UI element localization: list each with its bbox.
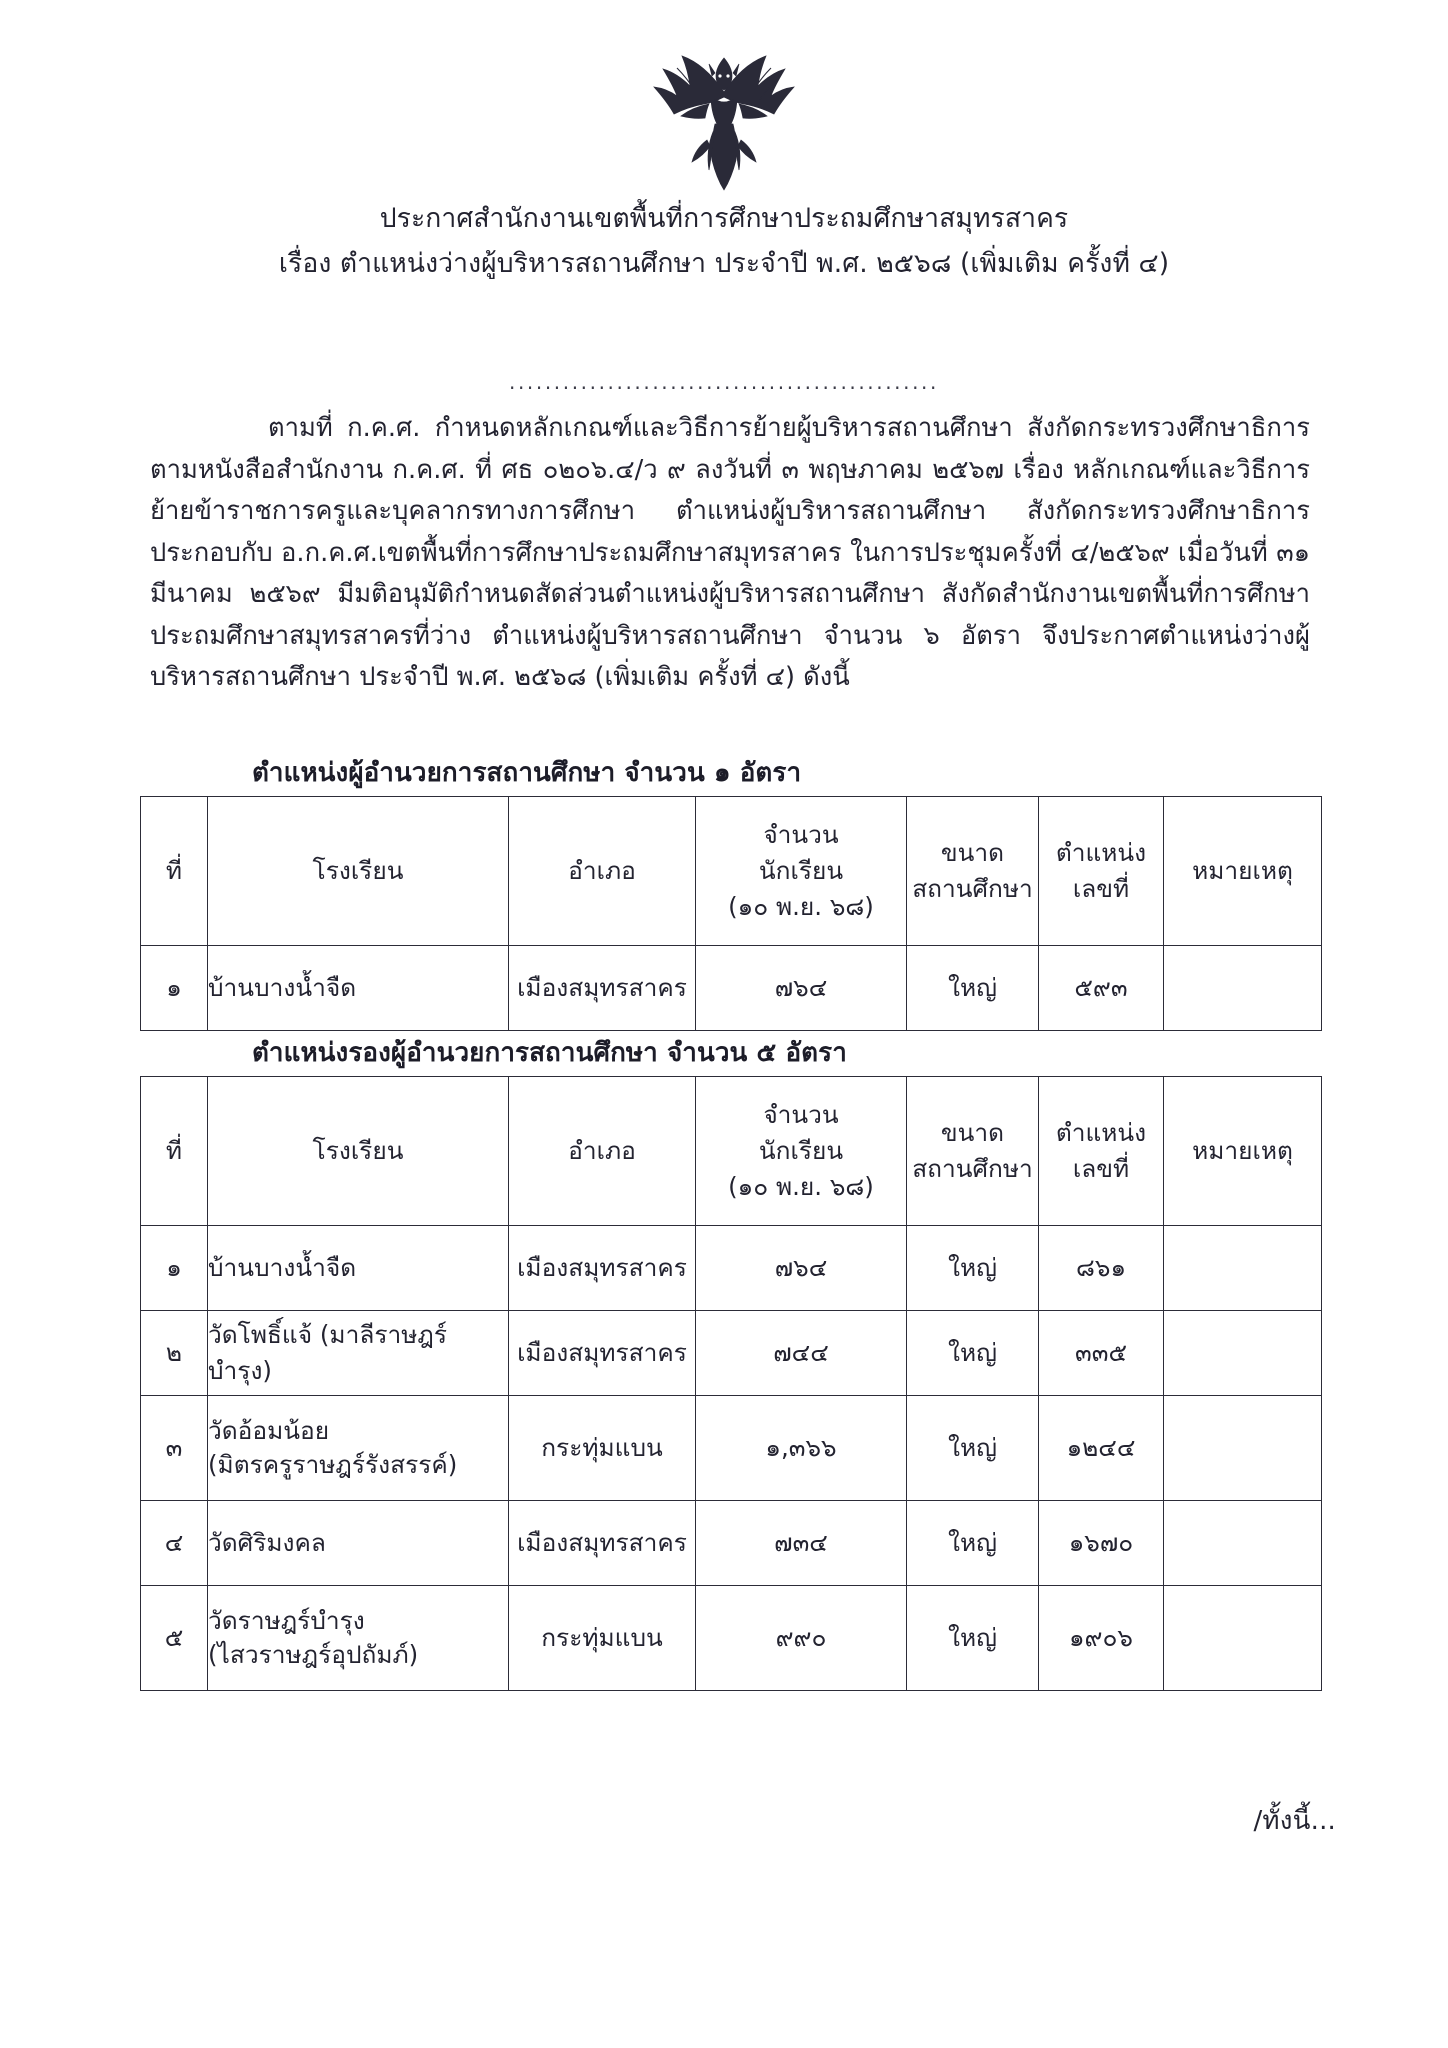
garuda-emblem xyxy=(649,48,799,196)
cell-school: วัดศิริมงคล xyxy=(208,1501,509,1586)
cell-student-count: ๗๖๔ xyxy=(696,1226,907,1311)
col-header-note: หมายเหตุ xyxy=(1164,1077,1322,1226)
col-header-position-number-line1: ตำแหน่ง xyxy=(1055,838,1147,867)
table-row xyxy=(141,1396,1322,1501)
table-body xyxy=(141,946,1322,1031)
cell-amphoe: เมืองสมุทรสาคร xyxy=(509,1501,696,1586)
cell-student-count: ๗๔๔ xyxy=(696,1311,907,1396)
cell-amphoe: กระทุ่มแบน xyxy=(509,1396,696,1501)
cell-school-size: ใหญ่ xyxy=(907,1396,1039,1501)
cell-position-number: ๑๙๐๖ xyxy=(1039,1586,1164,1691)
table-row xyxy=(141,946,1322,1031)
table-row xyxy=(141,1586,1322,1691)
col-header-school: โรงเรียน xyxy=(208,1077,509,1226)
cell-school-size: ใหญ่ xyxy=(907,946,1039,1031)
cell-note xyxy=(1164,1226,1322,1311)
cell-school: บ้านบางน้ำจืด xyxy=(208,946,509,1031)
table-header-row xyxy=(141,1077,1322,1226)
col-header-amphoe: อำเภอ xyxy=(509,797,696,946)
cell-school xyxy=(208,1396,509,1501)
vacancy-table-deputy-director xyxy=(140,1076,1322,1691)
table-row xyxy=(141,1501,1322,1586)
col-header-position-number xyxy=(1039,1077,1164,1226)
col-header-school-size-line2: สถานศึกษา xyxy=(912,874,1033,903)
col-header-school-size-line1: ขนาด xyxy=(940,1118,1005,1147)
cell-no: ๑ xyxy=(141,946,208,1031)
cell-note xyxy=(1164,1586,1322,1691)
col-header-position-number-line2: เลขที่ xyxy=(1072,874,1130,903)
body-block xyxy=(150,408,1310,699)
cell-school xyxy=(208,1586,509,1691)
cell-note xyxy=(1164,1311,1322,1396)
cell-no: ๕ xyxy=(141,1586,208,1691)
table-header xyxy=(141,797,1322,946)
col-header-position-number-line2: เลขที่ xyxy=(1072,1154,1130,1183)
table-row xyxy=(141,1311,1322,1396)
col-header-school-size xyxy=(907,797,1039,946)
table-header-row xyxy=(141,797,1322,946)
col-header-school-size-line1: ขนาด xyxy=(940,838,1005,867)
cell-student-count: ๙๙๐ xyxy=(696,1586,907,1691)
section-heading-deputy-director: ตำแหน่งรองผู้อำนวยการสถานศึกษา จำนวน ๕ อัตรา xyxy=(252,1038,847,1068)
cell-amphoe: เมืองสมุทรสาคร xyxy=(509,1226,696,1311)
cell-no: ๑ xyxy=(141,1226,208,1311)
cell-position-number: ๑๖๗๐ xyxy=(1039,1501,1164,1586)
cell-school-line2: (มิตรครูราษฎร์รังสรรค์) xyxy=(208,1450,458,1479)
cell-amphoe: เมืองสมุทรสาคร xyxy=(509,1311,696,1396)
continuation-note: /ทั้งนี้... xyxy=(1253,1806,1336,1836)
cell-amphoe: เมืองสมุทรสาคร xyxy=(509,946,696,1031)
col-header-student-count xyxy=(696,1077,907,1226)
cell-school-line1: วัดอ้อมน้อย xyxy=(208,1416,330,1445)
cell-position-number: ๓๓๕ xyxy=(1039,1311,1164,1396)
col-header-position-number xyxy=(1039,797,1164,946)
cell-amphoe: กระทุ่มแบน xyxy=(509,1586,696,1691)
col-header-note: หมายเหตุ xyxy=(1164,797,1322,946)
cell-school: วัดโพธิ์แจ้ (มาลีราษฎร์บำรุง) xyxy=(208,1311,509,1396)
section-heading-director: ตำแหน่งผู้อำนวยการสถานศึกษา จำนวน ๑ อัตรา xyxy=(252,758,802,788)
emblem-container xyxy=(0,48,1448,196)
col-header-student-count-line2: นักเรียน xyxy=(758,1136,844,1165)
cell-position-number: ๘๖๑ xyxy=(1039,1226,1164,1311)
page-subtitle: เรื่อง ตำแหน่งว่างผู้บริหารสถานศึกษา ประจำปี พ.ศ. ๒๕๖๘ (เพิ่มเติม ครั้งที่ ๔) xyxy=(278,248,1170,280)
col-header-school: โรงเรียน xyxy=(208,797,509,946)
cell-student-count: ๗๖๔ xyxy=(696,946,907,1031)
title-block xyxy=(0,198,1448,284)
cell-school-line2: (ไสวราษฎร์อุปถัมภ์) xyxy=(208,1640,419,1669)
col-header-school-size-line2: สถานศึกษา xyxy=(912,1154,1033,1183)
col-header-student-count xyxy=(696,797,907,946)
cell-note xyxy=(1164,1396,1322,1501)
col-header-position-number-line1: ตำแหน่ง xyxy=(1055,1118,1147,1147)
col-header-school-size xyxy=(907,1077,1039,1226)
cell-school-line1: วัดราษฎร์บำรุง xyxy=(208,1606,365,1635)
cell-school-size: ใหญ่ xyxy=(907,1226,1039,1311)
col-header-student-count-line2: นักเรียน xyxy=(758,856,844,885)
col-header-student-count-line1: จำนวน xyxy=(763,1100,839,1129)
col-header-amphoe: อำเภอ xyxy=(509,1077,696,1226)
cell-no: ๓ xyxy=(141,1396,208,1501)
col-header-student-count-line3: (๑๐ พ.ย. ๖๘) xyxy=(728,1172,874,1201)
cell-note xyxy=(1164,1501,1322,1586)
dotted-separator: ................................................ xyxy=(509,372,939,392)
cell-school-lines xyxy=(208,1412,508,1484)
cell-student-count: ๗๓๔ xyxy=(696,1501,907,1586)
table-body xyxy=(141,1226,1322,1691)
cell-position-number: ๕๙๓ xyxy=(1039,946,1164,1031)
col-header-no: ที่ xyxy=(141,797,208,946)
table-row xyxy=(141,1226,1322,1311)
vacancy-table-director xyxy=(140,796,1322,1031)
cell-school-size: ใหญ่ xyxy=(907,1586,1039,1691)
cell-note xyxy=(1164,946,1322,1031)
cell-position-number: ๑๒๔๔ xyxy=(1039,1396,1164,1501)
body-paragraph: ตามที่ ก.ค.ศ. กำหนดหลักเกณฑ์และวิธีการย้ายผู้บริหารสถานศึกษา สังกัดกระทรวงศึกษาธิการ ตามหนังสือสำนักงาน ก.ค.ศ. ที่ ศธ ๐๒๐๖.๔/ว ๙ ลงวันที่ ๓ พฤษภาคม ๒๕๖๗ เรื่อง หลักเกณฑ์และวิธีการย้ายข้าราชการครูและบุคลากรทางการศึกษา ตำแหน่งผู้บริหารสถานศึกษา สังกัดกระทรวงศึกษาธิการ ประกอบกับ อ.ก.ค.ศ.เขตพื้นที่การศึกษาประถมศึกษาสมุทรสาคร ในการประชุมครั้งที่ ๔/๒๕๖๙ เมื่อวันที่ ๓๑ มีนาคม ๒๕๖๙ มีมติอนุมัติกำหนดสัดส่วนตำแหน่งผู้บริหารสถานศึกษา สังกัดสำนักงานเขตพื้นที่การศึกษาประถมศึกษาสมุทรสาครที่ว่าง ตำแหน่งผู้บริหารสถานศึกษา จำนวน ๖ อัตรา จึงประกาศตำแหน่งว่างผู้บริหารสถานศึกษา ประจำปี พ.ศ. ๒๕๖๘ (เพิ่มเติม ครั้งที่ ๔) ดังนี้ xyxy=(150,413,1310,692)
col-header-student-count-line1: จำนวน xyxy=(763,820,839,849)
col-header-no: ที่ xyxy=(141,1077,208,1226)
cell-school-size: ใหญ่ xyxy=(907,1501,1039,1586)
cell-no: ๔ xyxy=(141,1501,208,1586)
cell-no: ๒ xyxy=(141,1311,208,1396)
col-header-student-count-line3: (๑๐ พ.ย. ๖๘) xyxy=(728,892,874,921)
page-title: ประกาศสำนักงานเขตพื้นที่การศึกษาประถมศึกษาสมุทรสาคร xyxy=(379,203,1069,234)
cell-student-count: ๑,๓๖๖ xyxy=(696,1396,907,1501)
cell-school-size: ใหญ่ xyxy=(907,1311,1039,1396)
cell-school-lines xyxy=(208,1602,508,1674)
table-header xyxy=(141,1077,1322,1226)
cell-school: บ้านบางน้ำจืด xyxy=(208,1226,509,1311)
